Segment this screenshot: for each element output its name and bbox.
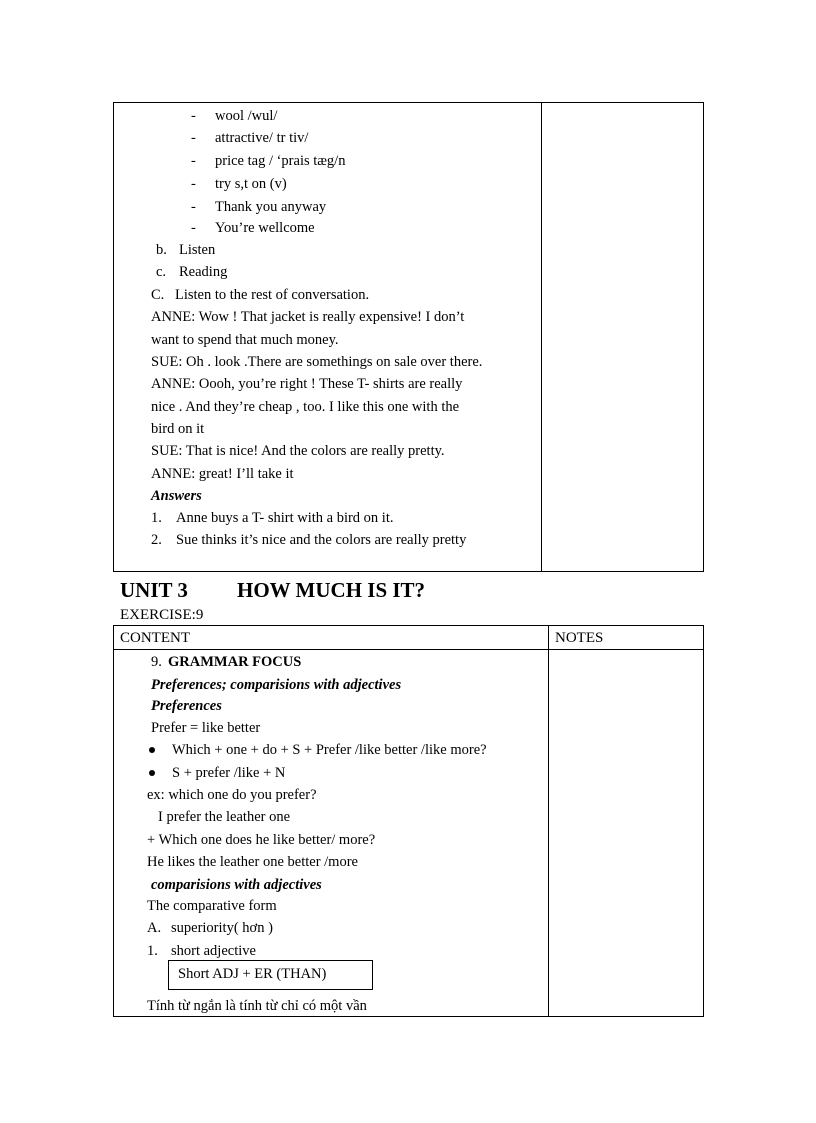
example-line: He likes the leather one better /more bbox=[147, 854, 358, 870]
conversation-line: bird on it bbox=[151, 421, 205, 437]
unit-label: UNIT 3 bbox=[120, 578, 188, 602]
dash: - bbox=[191, 199, 196, 215]
section-subtitle: Preferences; comparisions with adjectives bbox=[151, 677, 402, 693]
vocab-item: try s,t on (v) bbox=[215, 176, 287, 192]
answer-number: 2. bbox=[151, 532, 162, 548]
vietnamese-note: Tính từ ngắn là tính từ chỉ có một vần bbox=[147, 998, 367, 1014]
conversation-line: SUE: That is nice! And the colors are really pretty. bbox=[151, 443, 445, 459]
conversation-line: ANNE: great! I’ll take it bbox=[151, 466, 294, 482]
item-b-marker: b. bbox=[156, 242, 167, 258]
vocab-item: You’re wellcome bbox=[215, 220, 315, 236]
bullet-item: S + prefer /like + N bbox=[172, 765, 286, 781]
formula-text: Short ADJ + ER (THAN) bbox=[178, 966, 327, 982]
bullet-icon bbox=[149, 770, 155, 776]
exercise-label: EXERCISE:9 bbox=[120, 607, 204, 623]
item-a-marker: A. bbox=[147, 920, 162, 936]
bullet-icon bbox=[149, 747, 155, 753]
header-rule bbox=[113, 649, 704, 650]
dash: - bbox=[191, 176, 196, 192]
section-c-marker: C. bbox=[151, 287, 165, 303]
item-c: Reading bbox=[179, 264, 228, 280]
bullet-item: Which + one + do + S + Prefer /like better /like more? bbox=[172, 742, 487, 758]
dash: - bbox=[191, 153, 196, 169]
column-header-notes: NOTES bbox=[555, 630, 604, 646]
bottom-table-divider bbox=[548, 625, 549, 1017]
example-line: I prefer the leather one bbox=[158, 809, 291, 825]
dash: - bbox=[191, 220, 196, 236]
example-line: + Which one does he like better/ more? bbox=[147, 832, 376, 848]
conversation-line: want to spend that much money. bbox=[151, 332, 339, 348]
comparisions-label: comparisions with adjectives bbox=[151, 877, 322, 893]
vocab-item: price tag / ‘prais tæg/n bbox=[215, 153, 346, 169]
conversation-line: ANNE: Wow ! That jacket is really expensive! I don’t bbox=[151, 309, 465, 325]
conversation-line: SUE: Oh . look .There are somethings on sale over there. bbox=[151, 354, 483, 370]
item-1-marker: 1. bbox=[147, 943, 158, 959]
conversation-line: nice . And they’re cheap , too. I like this one with the bbox=[151, 399, 460, 415]
unit-title: HOW MUCH IS IT? bbox=[237, 578, 426, 602]
item-1-text: short adjective bbox=[171, 943, 256, 959]
comparative-form: The comparative form bbox=[147, 898, 277, 914]
column-header-content: CONTENT bbox=[120, 630, 190, 646]
top-table-divider bbox=[541, 102, 542, 572]
vocab-item: Thank you anyway bbox=[215, 199, 327, 215]
answer-number: 1. bbox=[151, 510, 162, 526]
item-a-text: superiority( hơn ) bbox=[171, 920, 273, 936]
answers-label: Answers bbox=[151, 488, 202, 504]
vocab-item: attractive/ tr tiv/ bbox=[215, 130, 309, 146]
answer-text: Sue thinks it’s nice and the colors are really pretty bbox=[176, 532, 467, 548]
item-c-marker: c. bbox=[156, 264, 167, 280]
vocab-item: wool /wul/ bbox=[215, 108, 278, 124]
example-line: ex: which one do you prefer? bbox=[147, 787, 317, 803]
prefer-definition: Prefer = like better bbox=[151, 720, 261, 736]
dash: - bbox=[191, 108, 196, 124]
item-b: Listen bbox=[179, 242, 216, 258]
answer-text: Anne buys a T- shirt with a bird on it. bbox=[176, 510, 394, 526]
section-c-title: Listen to the rest of conversation. bbox=[175, 287, 370, 303]
preferences-label: Preferences bbox=[151, 698, 222, 714]
section-title: GRAMMAR FOCUS bbox=[168, 654, 302, 670]
conversation-line: ANNE: Oooh, you’re right ! These T- shirts are really bbox=[151, 376, 463, 392]
dash: - bbox=[191, 130, 196, 146]
section-number: 9. bbox=[151, 654, 162, 670]
